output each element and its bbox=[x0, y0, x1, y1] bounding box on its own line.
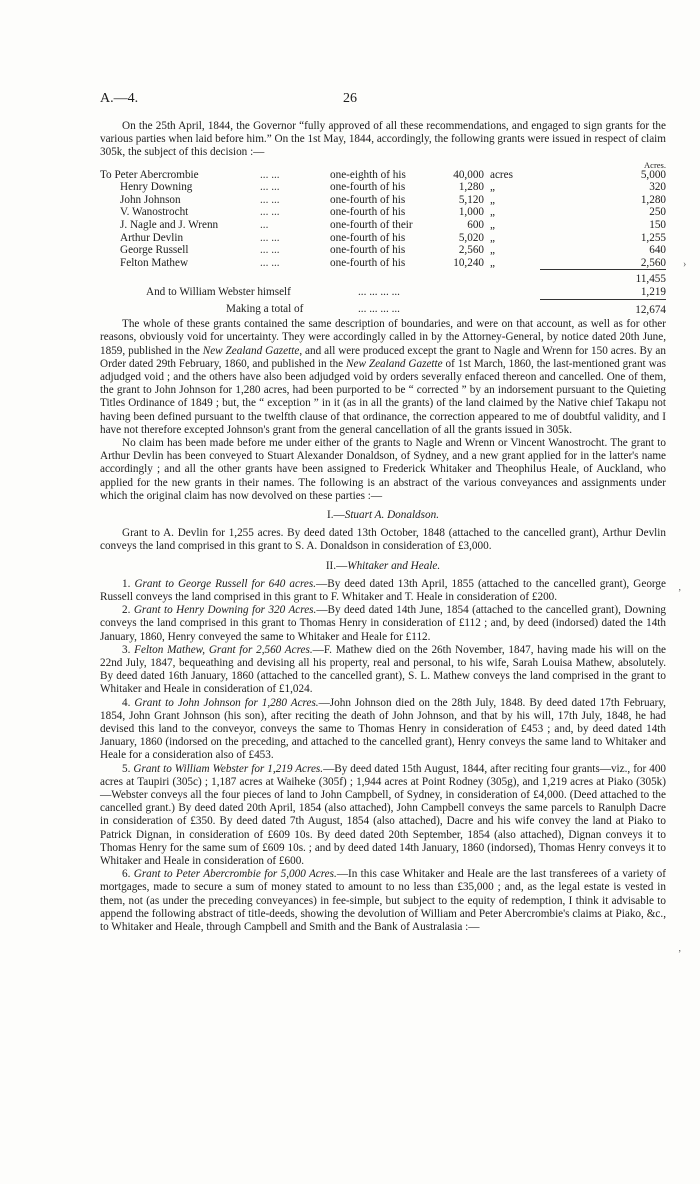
leader-dots: ... ... bbox=[260, 181, 280, 194]
grantee-name: V. Wanostrocht bbox=[120, 206, 189, 219]
item-text: —By deed dated 15th August, 1844, after reciting four grants—viz., for 400 acres at Taupiri (305c) ; 1,187 acres at Waiheke (305f) ; 1,944 acres at Point Rodney (305g), and 1,219 acres at Piako (305k)—Webster conveys all the four pieces of land to John Campbell, of Sydney, in consideration of £4,000. (Deed attached to the cancelled grant.) By deed dated 20th April, 1854 (also attached), John Campbell conveys the same parcels to Ranulph Dacre in consideration of £350. By deed dated 7th August, 1854 (also attached), Dacre and his wife convey the land at Piako to Patrick Dignan, in consideration of £609 10s. By deed dated 20th September, 1854 (also attached), Dignan conveys it to Thomas Henry for the same sum of £609 10s. ; and by deed dated 14th January, 1860 (indorsed), Thomas Henry conveys it to Whitaker and Heale in consideration of £600. bbox=[100, 762, 667, 868]
page-number: 26 bbox=[343, 91, 357, 106]
section-paragraph: Grant to A. Devlin for 1,255 acres. By deed dated 13th October, 1848 (attached to the cancelled grant), Arthur Devlin conveys the land comprised in this grant to S. A. Donaldson in consideration of £3,000. bbox=[100, 527, 666, 553]
claim-acres: 10,240 bbox=[453, 256, 484, 269]
item-number: 1. bbox=[122, 577, 135, 590]
acres-unit: „ bbox=[490, 193, 495, 206]
leader-dots: ... ... bbox=[260, 244, 280, 257]
grant-fraction: one-fourth of his bbox=[330, 193, 406, 206]
no-claim-paragraph: No claim has been made before me under either of the grants to Nagle and Wrenn or Vincent Wanostrocht. The grant to Arthur Devlin has been conveyed to Stuart Alexander Donaldson, of Sydney, and a new grant applied for in the latter's name accordingly ; and all the other grants have been assigned to Frederick Whitaker and Theophilus Heale, of Auckland, who applied for the new grants in their names. The following is an abstract of the various conveyances and assignments under which the original claim has now devolved on these parties :— bbox=[100, 436, 666, 502]
grant-row bbox=[100, 181, 666, 194]
grant-fraction: one-fourth of his bbox=[330, 206, 406, 219]
webster-dots: ... ... ... ... bbox=[358, 285, 400, 298]
acres-unit: „ bbox=[490, 218, 495, 231]
deed-item bbox=[100, 644, 666, 697]
grant-row bbox=[100, 194, 666, 207]
leader-dots: ... ... bbox=[260, 256, 280, 269]
claim-acres: 5,020 bbox=[458, 231, 484, 244]
granted-acres: 320 bbox=[649, 181, 666, 194]
grant-row bbox=[100, 257, 666, 270]
grant-row bbox=[100, 169, 666, 182]
webster-row bbox=[100, 286, 666, 299]
acres-unit: „ bbox=[490, 244, 495, 257]
claim-acres: 1,000 bbox=[458, 206, 484, 219]
subtotal-row bbox=[100, 270, 666, 286]
section-number: II.— bbox=[325, 559, 348, 572]
item-heading: Grant to Peter Abercrombie for 5,000 Acres. bbox=[133, 868, 337, 881]
grant-fraction: one-fourth of his bbox=[330, 231, 406, 244]
item-number: 2. bbox=[122, 604, 134, 617]
deed-item bbox=[100, 578, 666, 604]
grantee-name: Henry Downing bbox=[120, 181, 193, 194]
margin-mark: ’ bbox=[678, 588, 682, 599]
item-heading: Grant to George Russell for 640 acres. bbox=[134, 577, 317, 590]
claim-acres: 5,120 bbox=[458, 193, 484, 206]
leader-dots: ... bbox=[260, 218, 269, 231]
item-heading: Grant to Henry Downing for 320 Acres. bbox=[133, 604, 317, 617]
grant-fraction: one-fourth of their bbox=[330, 218, 413, 231]
section-heading bbox=[100, 560, 666, 573]
section-title: Stuart A. Donaldson. bbox=[344, 508, 439, 521]
acres-unit: „ bbox=[490, 256, 495, 269]
margin-mark: › bbox=[683, 259, 687, 270]
claim-acres: 40,000 bbox=[453, 168, 484, 181]
leader-dots: ... ... bbox=[260, 193, 280, 206]
granted-acres: 5,000 bbox=[640, 168, 666, 181]
grant-fraction: one-fourth of his bbox=[330, 244, 406, 257]
grant-fraction: one-fourth of his bbox=[330, 181, 406, 194]
grantee-name: George Russell bbox=[120, 244, 189, 257]
grantee-name: Arthur Devlin bbox=[120, 231, 184, 244]
grant-row bbox=[100, 232, 666, 245]
item-text: —By deed dated 14th June, 1854 (attached to the cancelled grant), Downing conveys the land comprised in this grant to Thomas Henry in consideration of £112 ; and, by deed (indorsed) dated the 14th January, 1860, Henry conveyed the same to Whitaker and Heale for £112. bbox=[100, 604, 667, 643]
leader-dots: ... ... bbox=[260, 206, 280, 219]
deed-item bbox=[100, 697, 666, 763]
item-text: —By deed dated 13th April, 1855 (attached to the cancelled grant), George Russell conveys the land comprised in this grant to F. Whitaker and T. Heale in consideration of £200. bbox=[100, 577, 666, 603]
acres-unit: „ bbox=[490, 206, 495, 219]
acres-header-row bbox=[100, 161, 666, 169]
grant-row bbox=[100, 206, 666, 219]
whole-grants-paragraph bbox=[100, 318, 666, 437]
item-number: 6. bbox=[122, 868, 134, 881]
grantee-name: Felton Mathew bbox=[120, 256, 189, 269]
text-run: The whole of these grants contained the same description of boundaries, and were on that account, as well as for other reasons, obviously void for uncertainty. They were accordingly called in by the Attorney-General, by notice dated 20th June, 1859, published in the bbox=[100, 318, 666, 357]
document-body bbox=[100, 120, 666, 934]
item-number: 4. bbox=[122, 696, 135, 709]
text-run: , and all were produced except the grant to Nagle and Wrenn for 150 acres. By an Order dated 29th February, 1860, and published in the bbox=[100, 344, 666, 370]
deed-item bbox=[100, 604, 666, 644]
grantee-name: To Peter Abercrombie bbox=[100, 168, 199, 181]
acres-unit: acres bbox=[490, 168, 513, 181]
document-reference: A.—4. bbox=[100, 91, 139, 106]
acres-unit: „ bbox=[490, 181, 495, 194]
claim-acres: 1,280 bbox=[458, 181, 484, 194]
granted-acres: 1,255 bbox=[640, 231, 666, 244]
total-value: 12,674 bbox=[540, 299, 666, 316]
granted-acres: 2,560 bbox=[640, 256, 666, 269]
item-text: —F. Mathew died on the 26th November, 1847, having made his will on the 22nd July, 1847, bequeathing and devising all his property, real and personal, to his wife, Sarah Louisa Mathew, absolutely. By deed dated 16th January, 1860 (attached to the cancelled grant), S. L. Mathew conveys the land comprised in the grant to Whitaker and Heale in consideration of £1,024. bbox=[100, 643, 666, 696]
item-heading: Grant to John Johnson for 1,280 Acres. bbox=[134, 696, 319, 709]
grant-fraction: one-eighth of his bbox=[330, 168, 406, 181]
section-title: Whitaker and Heale. bbox=[347, 559, 441, 572]
grants-table bbox=[100, 161, 666, 317]
leader-dots: ... ... bbox=[260, 168, 280, 181]
deed-item bbox=[100, 763, 666, 869]
webster-label: And to William Webster himself bbox=[146, 285, 291, 298]
item-text: —John Johnson died on the 28th July, 1848. By deed dated 17th February, 1854, John Grant Johnson (his son), after reciting the death of John Johnson, and that by his will, 17th July, 1848, he had devised this land to the conveyor, conveys the same to Thomas Henry in consideration of £453 ; and, by deed dated 14th January, 1860 (indorsed on the preceding, and attached to the cancelled grant), Henry conveys the same land to Whitaker and Heale for a consideration also of £453. bbox=[100, 696, 666, 762]
granted-acres: 150 bbox=[649, 218, 666, 231]
deed-item bbox=[100, 868, 666, 934]
section-heading bbox=[100, 509, 666, 522]
granted-acres: 640 bbox=[649, 244, 666, 257]
claim-acres: 2,560 bbox=[458, 244, 484, 257]
italic-run: New Zealand Gazette bbox=[346, 357, 443, 370]
intro-paragraph: On the 25th April, 1844, the Governor “fully approved of all these recommendations, and engaged to sign grants for the various parties when laid before him.” On the 1st May, 1844, accordingly, the following grants were issued in respect of claim 305k, the subject of this decision :— bbox=[100, 120, 666, 159]
grant-fraction: one-fourth of his bbox=[330, 256, 406, 269]
granted-acres: 250 bbox=[649, 206, 666, 219]
leader-dots: ... ... bbox=[260, 231, 280, 244]
total-dots: ... ... ... ... bbox=[358, 303, 400, 316]
item-text: —In this case Whitaker and Heale are the last transferees of a variety of mortgages, made to secure a sum of money stated to amount to no less than £35,000 ; and, as the legal estate is vested in them, not (as under the preceding conveyances) in fee-simple, but subject to the equity of redemption, I think it advisable to append the following abstract of title-deeds, showing the devolution of William and Peter Abercrombie's claims at Piako, &c., to Whitaker and Heale, through Campbell and Smith and the Bank of Australasia :— bbox=[100, 868, 666, 934]
page-header bbox=[100, 92, 660, 110]
section-items bbox=[100, 578, 666, 934]
text-run: of 1st March, 1860, the last-mentioned grant was adjudged void ; and the others have also been adjudged void by orders severally enfaced thereon and cancelled. One of them, the grant to John Johnson for 1,280 acres, had been purported to be “ corrected ” by an indorsement pursuant to the Quieting Titles Ordinance of 1849 ; but, the “ exception ” in it (as in all the grants) of the land claimed by the Native chief Takapu not having been defined pursuant to the twelfth clause of that ordinance, the correction appeared to me of doubtful validity, and I have not therefore excepted Johnson's grant from the general cancellation of all the grants issued in 305k. bbox=[100, 357, 666, 436]
webster-share: 1,219 bbox=[640, 285, 666, 298]
item-heading: Grant to William Webster for 1,219 Acres. bbox=[133, 762, 324, 775]
grant-row bbox=[100, 244, 666, 257]
claim-acres: 600 bbox=[467, 218, 484, 231]
section-number: I.— bbox=[327, 508, 345, 521]
margin-mark: ’ bbox=[678, 949, 682, 960]
total-label: Making a total of bbox=[226, 303, 304, 316]
subtotal-value: 11,455 bbox=[540, 270, 666, 286]
acres-column-header: Acres. bbox=[644, 159, 666, 170]
total-row bbox=[100, 299, 666, 316]
grant-row bbox=[100, 219, 666, 232]
item-number: 3. bbox=[122, 643, 135, 656]
granted-acres: 1,280 bbox=[640, 193, 666, 206]
item-heading: Felton Mathew, Grant for 2,560 Acres. bbox=[134, 643, 313, 656]
grantee-name: J. Nagle and J. Wrenn bbox=[120, 218, 219, 231]
grantee-name: John Johnson bbox=[120, 193, 181, 206]
acres-unit: „ bbox=[490, 231, 495, 244]
item-number: 5. bbox=[122, 762, 134, 775]
italic-run: New Zealand Gazette bbox=[202, 344, 300, 357]
